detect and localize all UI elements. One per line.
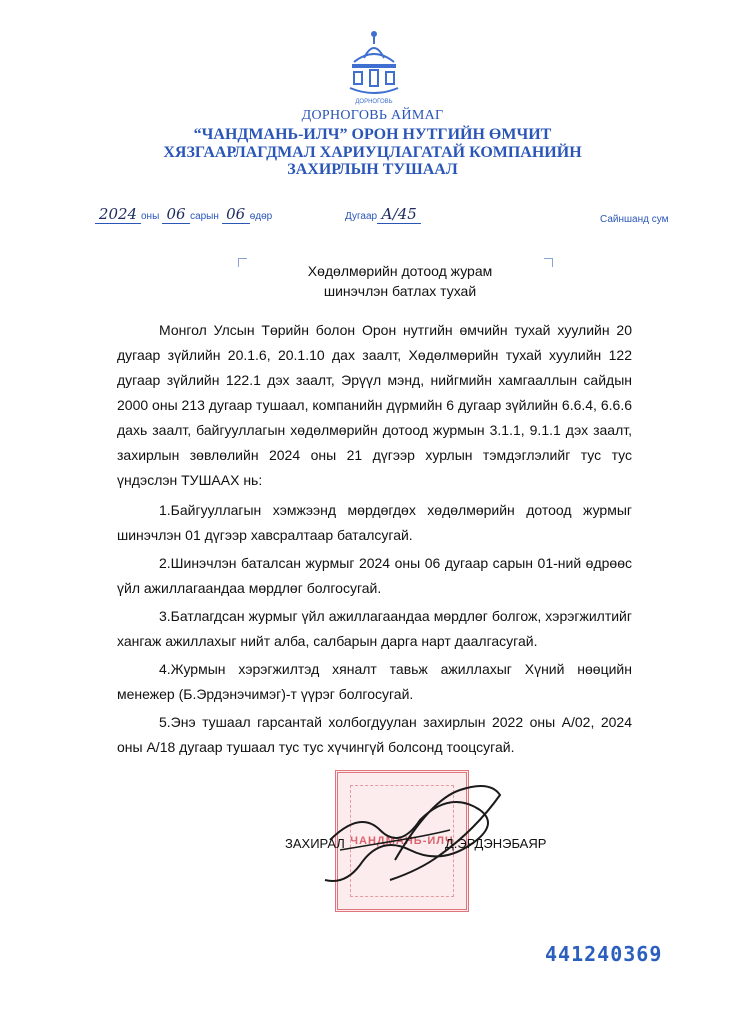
subject-line1: Хөдөлмөрийн дотоод журам	[307, 263, 493, 279]
order-item: 3.Батлагдсан журмыг үйл ажиллагаандаа мөрдлөг болгож, хэрэгжилтийг хангаж ажиллахыг нийт алба, салбарын дарга нарт даалгасугай.	[117, 608, 632, 649]
order-item: 2.Шинэчлэн баталсан журмыг 2024 оны 06 дугаар сарын 01-ний өдрөөс үйл ажиллагаандаа мөрдлөг болгосугай.	[117, 555, 632, 596]
document-number	[345, 205, 421, 224]
document-date	[95, 205, 272, 224]
document-serial-number: 441240369	[545, 942, 663, 966]
signatory-title: ЗАХИРАЛ	[285, 836, 345, 851]
subject-line2: шинэчлэн батлах тухай	[323, 283, 477, 299]
intro-paragraph	[117, 318, 632, 493]
svg-text:ДОРНОГОВЬ: ДОРНОГОВЬ	[355, 99, 393, 105]
order-item: 4.Журмын хэрэгжилтэд хяналт тавьж ажиллахыг Хүний нөөцийн менежер (Б.Эрдэнэчимэг)-т үүрэг болгосугай.	[117, 661, 632, 702]
day-suffix: өдөр	[249, 211, 273, 222]
handwritten-signature	[300, 770, 540, 900]
order-items	[117, 498, 632, 763]
year-suffix: оны	[141, 211, 160, 222]
intro-text: Монгол Улсын Төрийн болон Орон нутгийн өмчийн тухай хуулийн 20 дугаар зүйлийн 20.1.6, 20.1.10 дах заалт, Хөдөлмөрийн тухай хуулийн 122 дугаар зүйлийн 122.1 дэх заалт, Эрүүл мэнд, нийгмийн хамгааллын сайдын 2000 оны 213 дугаар тушаал, компанийн дүрмийн 6 дугаар зүйлийн 6.6.4, 6.6.6 дахь заалт, байгууллагын хөдөлмөрийн дотоод журмын 3.1.1, 9.1.1 дэх заалт, захирлын зөвлөлийн 2024 оны 21 дүгээр хурлын тэмдэглэлийг тус тус үндэслэн ТУШААХ нь:	[117, 322, 632, 488]
number-value: А/45	[377, 205, 421, 224]
signatory-name: Д.ЭРДЭНЭБАЯР	[445, 836, 547, 851]
company-name-line2: ХЯЗГААРЛАГДМАЛ ХАРИУЦЛАГАТАЙ КОМПАНИЙН	[163, 144, 582, 161]
order-item: 5.Энэ тушаал гарсантай холбогдуулан захирлын 2022 оны А/02, 2024 оны А/18 дугаар тушаал тус тус хүчингүй болсонд тооцсугай.	[117, 714, 632, 755]
order-item: 1.Байгууллагын хэмжээнд мөрдөгдөх хөдөлмөрийн дотоод журмыг шинэчлэн 01 дүгээр хавсралтаар баталсугай.	[117, 502, 632, 543]
date-year: 2024	[95, 205, 141, 224]
document-type: ЗАХИРЛЫН ТУШААЛ	[287, 161, 458, 178]
company-emblem-icon	[340, 28, 408, 108]
date-month: 06	[162, 205, 190, 224]
document-place: Сайншанд сум	[600, 214, 669, 225]
date-day: 06	[222, 205, 250, 224]
aimag-name: ДОРНОГОВЬ АЙМАГ	[301, 108, 444, 123]
stamp-text: ЧАНДМАНЬ-ИЛЧ	[350, 835, 454, 847]
month-suffix: сарын	[190, 211, 219, 222]
company-name-line1: “ЧАНДМАНЬ-ИЛЧ” ОРОН НУТГИЙН ӨМЧИТ	[193, 126, 552, 143]
number-label: Дугаар	[345, 211, 378, 222]
